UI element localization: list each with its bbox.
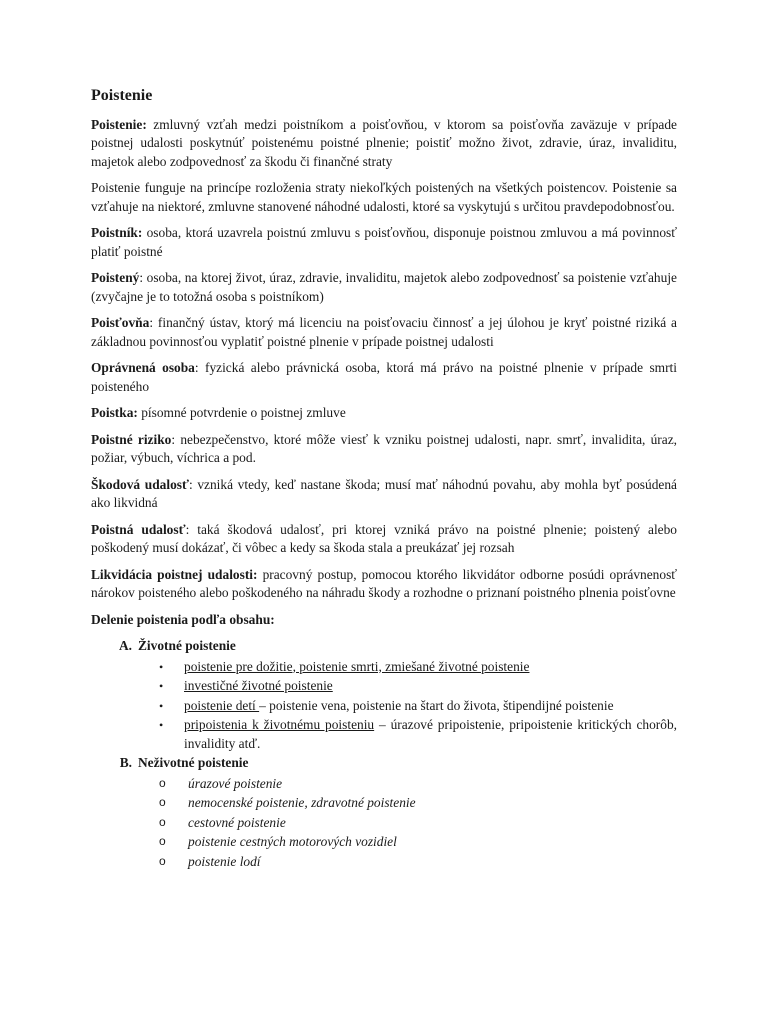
- list-item-underlined: poistenie detí: [184, 697, 260, 713]
- category-b-heading: [91, 754, 677, 773]
- list-item: [91, 814, 677, 833]
- bullet-icon: •: [159, 679, 164, 693]
- circle-bullet-icon: o: [159, 795, 166, 809]
- list-item-underlined: investičné životné poistenie: [184, 678, 333, 693]
- definition-text: pracovný postup, pomocou ktorého likvidátor odborne posúdi oprávnenosť nárokov poisteného alebo poškodeného na náhradu škody a rozhodne o priznaní poistného plnenia poisťovne: [91, 566, 678, 600]
- definition-term: Poisťovňa: [91, 315, 150, 330]
- definition-paragraph: [91, 116, 677, 172]
- definition-paragraph: [91, 224, 677, 261]
- definition-paragraph: [91, 359, 677, 396]
- definition-paragraph: [91, 269, 677, 306]
- definition-text: : fyzická alebo právnická osoba, ktorá má právo na poistné plnenie v prípade smrti poisteného: [91, 360, 677, 394]
- definition-term: Poistník:: [91, 225, 143, 240]
- definition-text: : taká škodová udalosť, pri ktorej vzniká právo na poistné plnenie; poistený alebo poškodený musí dokázať, či vôbec a kedy sa škoda stala a preukázať jej rozsah: [91, 521, 677, 555]
- definition-text: : finančný ústav, ktorý má licenciu na poisťovaciu činnosť a jej úlohou je kryť poistné riziká a základnou povinnosťou vyplatiť poistné plnenie v prípade poistnej udalosti: [91, 315, 677, 349]
- definition-term: Škodová udalosť: [91, 476, 189, 492]
- category-a-letter: A.: [118, 638, 132, 653]
- category-a-heading: [91, 637, 677, 656]
- category-b-list: [91, 775, 677, 872]
- list-item: [91, 716, 677, 753]
- list-item-text: poistenie lodí: [188, 853, 261, 869]
- bullet-icon: •: [159, 698, 164, 713]
- category-a-list: [91, 658, 677, 754]
- list-item: [91, 658, 677, 677]
- definition-text: : nebezpečenstvo, ktoré môže viesť k vzniku poistnej udalosti, napr. smrť, invalidita, úraz, požiar, výbuch, víchrica a pod.: [91, 431, 677, 465]
- list-item-underlined: poistenie pre dožitie, poistenie smrti, zmiešané životné poistenie: [184, 658, 530, 674]
- definition-paragraph: [91, 566, 677, 603]
- definition-term: Poistenie:: [91, 116, 147, 132]
- definitions-list: [91, 116, 677, 603]
- list-item-underlined: pripoistenia k životnému poisteniu: [184, 717, 375, 732]
- circle-bullet-icon: o: [159, 775, 166, 790]
- bullet-icon: •: [159, 659, 164, 674]
- page-title: Poistenie: [91, 87, 153, 104]
- definition-paragraph: [91, 431, 677, 468]
- circle-bullet-icon: o: [159, 814, 166, 829]
- list-item-text: – úrazové pripoistenie, pripoistenie kritických chorôb, invalidity atď.: [184, 717, 677, 751]
- list-item-text: – poistenie vena, poistenie na štart do života, štipendijné poistenie: [259, 697, 614, 713]
- definition-term: Poistený: [91, 270, 140, 285]
- list-item-text: cestovné poistenie: [188, 814, 286, 830]
- definition-term: Poistná udalosť: [91, 521, 186, 537]
- definition-text: Poistenie funguje na princípe rozloženia straty niekoľkých poistených na všetkých poistencov. Poistenie sa vzťahuje na niektoré, zmluvne stanovené náhodné udalosti, ktoré sa vyskytujú s určitou pravdepodobnosťou.: [91, 180, 677, 214]
- definition-term: Oprávnená osoba: [91, 360, 195, 375]
- list-item-text: úrazové poistenie: [188, 775, 283, 791]
- list-item-text: nemocenské poistenie, zdravotné poistenie: [188, 795, 416, 810]
- circle-bullet-icon: o: [159, 853, 166, 868]
- definition-paragraph: [91, 404, 677, 423]
- list-item: [91, 697, 677, 716]
- definition-paragraph: [91, 476, 677, 513]
- list-item: [91, 833, 677, 852]
- definition-text: : vzniká vtedy, keď nastane škoda; musí mať náhodnú povahu, aby mohla byť posúdená ako likvidná: [91, 476, 677, 510]
- definition-term: Likvidácia poistnej udalosti:: [91, 566, 258, 582]
- definition-text: : osoba, na ktorej život, úraz, zdravie, invaliditu, majetok alebo zodpovednosť sa poistenie vzťahuje (zvyčajne je to totožná osoba s poistníkom): [91, 270, 677, 304]
- list-item-text: poistenie cestných motorových vozidiel: [188, 834, 397, 849]
- definition-term: Poistka:: [91, 405, 138, 420]
- definition-text: zmluvný vzťah medzi poistníkom a poisťovňou, v ktorom sa poisťovňa zaväzuje v prípade poistnej udalosti poskytnúť poistenému poistné plnenie; poistiť možno život, zdravie, úraz, invaliditu, majetok alebo zodpovednosť za škodu či finančné straty: [91, 116, 677, 169]
- definition-paragraph: [91, 179, 677, 216]
- definition-paragraph: [91, 521, 677, 558]
- definition-term: Poistné riziko: [91, 431, 172, 447]
- document-page: [91, 87, 677, 872]
- definition-text: osoba, ktorá uzavrela poistnú zmluvu s poisťovňou, disponuje poistnou zmluvou a má povinnosť platiť poistné: [91, 225, 677, 259]
- category-b-letter: B.: [119, 755, 132, 770]
- section-heading: Delenie poistenia podľa obsahu:: [91, 611, 275, 627]
- list-item: [91, 853, 677, 872]
- list-item: [91, 794, 677, 813]
- category-a-label: Životné poistenie: [138, 638, 236, 653]
- definition-paragraph: [91, 314, 677, 351]
- list-item: [91, 775, 677, 794]
- bullet-icon: •: [159, 718, 164, 732]
- list-item: [91, 677, 677, 696]
- definition-text: písomné potvrdenie o poistnej zmluve: [137, 405, 346, 420]
- category-b-label: Neživotné poistenie: [138, 755, 249, 770]
- circle-bullet-icon: o: [159, 834, 166, 848]
